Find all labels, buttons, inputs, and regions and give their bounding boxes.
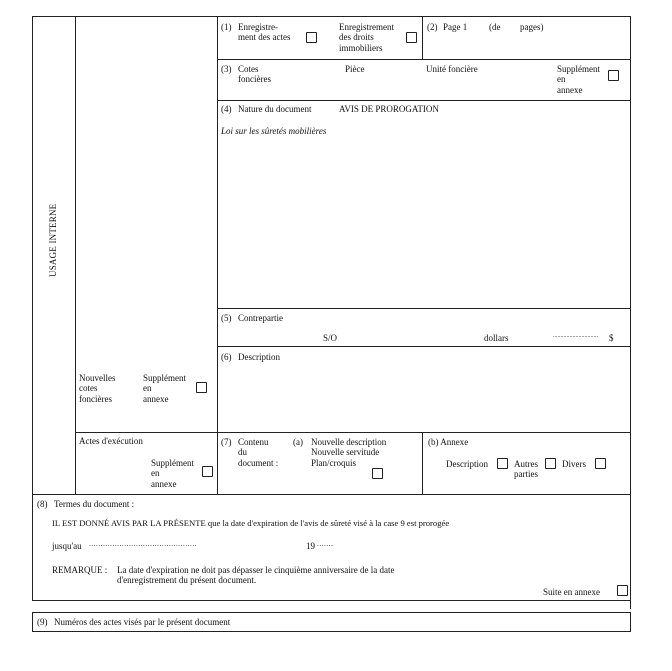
box6-label: Description <box>238 352 280 362</box>
boxb-autres-checkbox[interactable] <box>545 458 556 469</box>
nouvelles-supplement-label: Supplément en annexe <box>143 373 186 404</box>
actes-execution-label: Actes d'exécution <box>79 436 143 446</box>
box2-page: Page 1 <box>443 22 468 32</box>
box2-pages: pages) <box>520 22 544 32</box>
nouvelles-supplement-checkbox[interactable] <box>196 382 207 393</box>
boxb-description-checkbox[interactable] <box>497 458 508 469</box>
box7-checkbox[interactable] <box>372 468 383 479</box>
box7-a: (a) <box>293 437 303 447</box>
box8-dots2: ....... <box>317 540 334 548</box>
box4-law: Loi sur les sûretés mobilières <box>221 126 327 136</box>
box5-dollars: dollars <box>484 333 509 343</box>
box6-number: (6) <box>221 352 232 362</box>
box8-remarque2: d'enregistrement du présent document. <box>117 575 257 585</box>
box3-unite: Unité foncière <box>426 64 478 74</box>
box8-suite: Suite en annexe <box>543 587 600 597</box>
box1-actes-checkbox[interactable] <box>306 32 317 43</box>
box3-number: (3) <box>221 64 232 74</box>
box8-suite-checkbox[interactable] <box>617 585 628 596</box>
box8-line1: IL EST DONNÉ AVIS PAR LA PRÉSENTE que la date d'expiration de l'avis de sûreté visé à la case 9 est prorogée <box>52 518 450 528</box>
box5-blank-line: .............................. <box>553 333 598 339</box>
nouvelles-cotes-label: Nouvelles cotes foncières <box>79 373 116 404</box>
box4-label: Nature du document <box>238 104 312 114</box>
box1-droits-label: Enregistrement des droits immobiliers <box>339 22 394 53</box>
box1-number: (1) <box>221 22 232 32</box>
box2-number: (2) <box>427 22 438 32</box>
box5-amount: S/O <box>323 333 338 343</box>
box8-remarque1: La date d'expiration ne doit pas dépasser le cinquième anniversaire de la date <box>117 565 395 575</box>
box8-year: 19 <box>306 541 315 551</box>
box9-number: (9) <box>37 617 48 627</box>
box8-number: (8) <box>37 499 48 509</box>
box8-dots: .............................................. <box>89 540 198 548</box>
box9-label: Numéros des actes visés par le présent document <box>54 617 231 627</box>
box4-value: AVIS DE PROROGATION <box>339 104 439 114</box>
box2-de: (de <box>489 22 501 32</box>
boxb-description: Description <box>446 459 488 469</box>
box8-jusqu: jusqu'au <box>52 541 82 551</box>
box5-label: Contrepartie <box>238 313 283 323</box>
box3-supplement: Supplément en annexe <box>557 64 600 95</box>
box1-droits-checkbox[interactable] <box>406 32 417 43</box>
box3-piece: Pièce <box>345 64 365 74</box>
box5-number: (5) <box>221 313 232 323</box>
actes-supplement-checkbox[interactable] <box>202 466 213 477</box>
box7-label: Contenu du document : <box>238 437 279 468</box>
boxb-divers: Divers <box>562 459 586 469</box>
box7-number: (7) <box>221 437 232 447</box>
boxb-label: (b) Annexe <box>428 437 469 447</box>
box3-cotes: Cotes foncières <box>238 64 271 85</box>
box1-actes-label: Enregistre- ment des actes <box>238 22 291 43</box>
box5-currency: $ <box>609 333 614 343</box>
boxb-divers-checkbox[interactable] <box>595 458 606 469</box>
actes-supplement-label: Supplément en annexe <box>151 458 194 489</box>
boxb-autres: Autres parties <box>514 459 538 480</box>
box3-supplement-checkbox[interactable] <box>608 70 619 81</box>
usage-interne-label: USAGE INTERNE <box>48 203 58 277</box>
box8-label: Termes du document : <box>54 499 135 509</box>
box8-remarque-label: REMARQUE : <box>52 565 108 575</box>
box4-number: (4) <box>221 104 232 114</box>
box7-a-text: Nouvelle description Nouvelle servitude Plan/croquis <box>311 437 387 468</box>
